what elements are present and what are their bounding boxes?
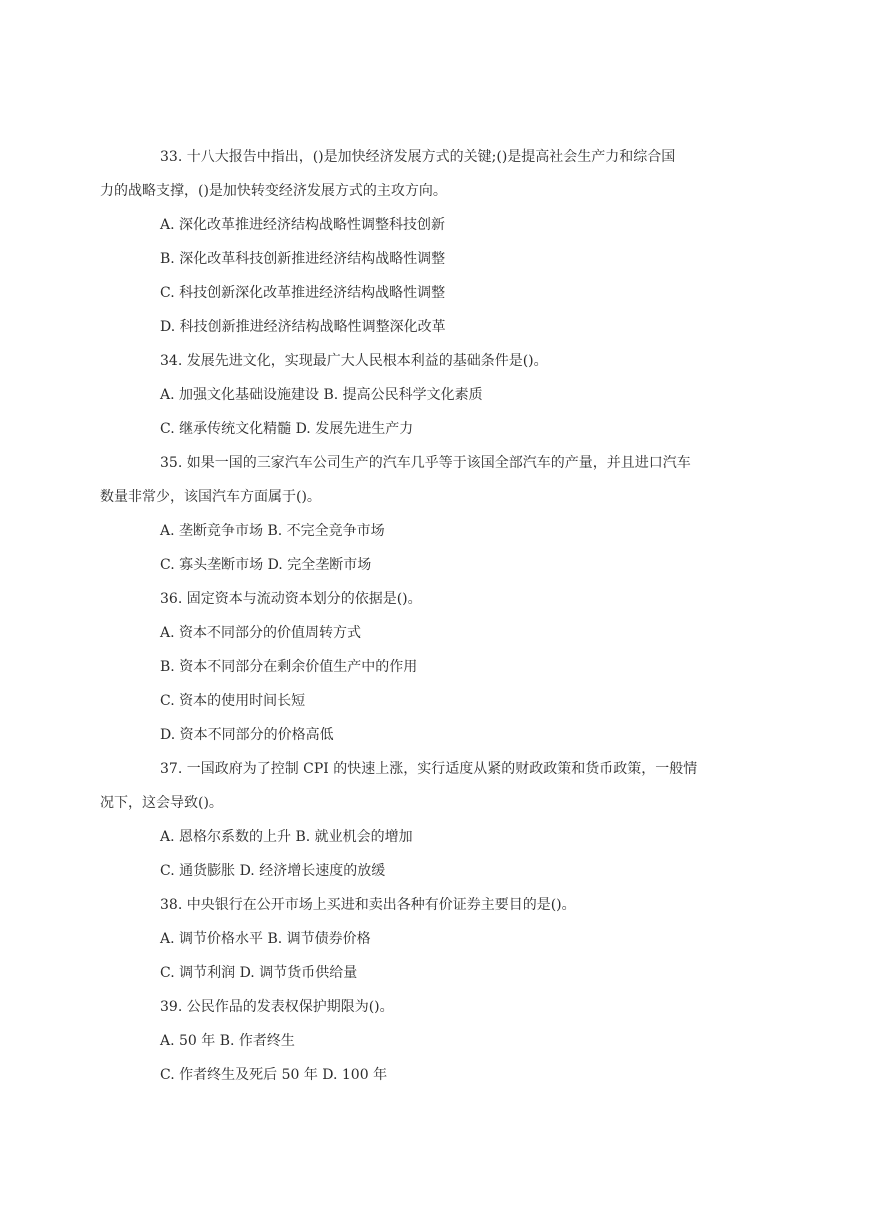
question-text: 35. 如果一国的三家汽车公司生产的汽车几乎等于该国全部汽车的产量，并且进口汽车 (160, 455, 691, 471)
option-line: B. 资本不同部分在剩余价值生产中的作用 (160, 659, 418, 675)
option-line: C. 作者终生及死后 50 年 D. 100 年 (160, 1067, 388, 1083)
option-line: C. 调节利润 D. 调节货币供给量 (160, 965, 358, 981)
question-text: 37. 一国政府为了控制 CPI 的快速上涨，实行适度从紧的财政政策和货币政策，一般情 (160, 761, 698, 777)
question-37 (100, 752, 742, 888)
option-line: C. 通货膨胀 D. 经济增长速度的放缓 (160, 863, 386, 879)
option-line: C. 科技创新深化改革推进经济结构战略性调整 (160, 285, 446, 301)
question-text: 36. 固定资本与流动资本划分的依据是()。 (160, 591, 422, 607)
option-line: A. 50 年 B. 作者终生 (160, 1033, 295, 1049)
option-line: D. 资本不同部分的价格高低 (160, 727, 334, 743)
question-text: 33. 十八大报告中指出，()是加快经济发展方式的关键;()是提高社会生产力和综合国 (160, 149, 676, 165)
option-line: A. 恩格尔系数的上升 B. 就业机会的增加 (160, 829, 413, 845)
option-line: A. 资本不同部分的价值周转方式 (160, 625, 362, 641)
option-line: A. 深化改革推进经济结构战略性调整科技创新 (160, 217, 446, 233)
option-line: C. 寡头垄断市场 D. 完全垄断市场 (160, 557, 372, 573)
question-text-continued: 数量非常少，该国汽车方面属于()。 (100, 489, 321, 505)
option-line: B. 深化改革科技创新推进经济结构战略性调整 (160, 251, 446, 267)
question-text-continued: 力的战略支撑，()是加快转变经济发展方式的主攻方向。 (100, 183, 447, 199)
question-list (100, 140, 742, 1092)
question-36 (130, 582, 742, 752)
question-38 (130, 888, 742, 990)
option-line: D. 科技创新推进经济结构战略性调整深化改革 (160, 319, 446, 335)
option-line: A. 调节价格水平 B. 调节债券价格 (160, 931, 371, 947)
question-text: 38. 中央银行在公开市场上买进和卖出各种有价证券主要目的是()。 (160, 897, 576, 913)
question-text-continued: 况下，这会导致()。 (100, 795, 223, 811)
question-text: 39. 公民作品的发表权保护期限为()。 (160, 999, 394, 1015)
option-line: A. 加强文化基础设施建设 B. 提高公民科学文化素质 (160, 387, 483, 403)
option-line: C. 继承传统文化精髓 D. 发展先进生产力 (160, 421, 414, 437)
option-line: C. 资本的使用时间长短 (160, 693, 306, 709)
question-34 (130, 344, 742, 446)
question-33 (100, 140, 742, 344)
question-39 (130, 990, 742, 1092)
question-text: 34. 发展先进文化，实现最广大人民根本利益的基础条件是()。 (160, 353, 548, 369)
option-line: A. 垄断竞争市场 B. 不完全竞争市场 (160, 523, 385, 539)
question-35 (100, 446, 742, 582)
